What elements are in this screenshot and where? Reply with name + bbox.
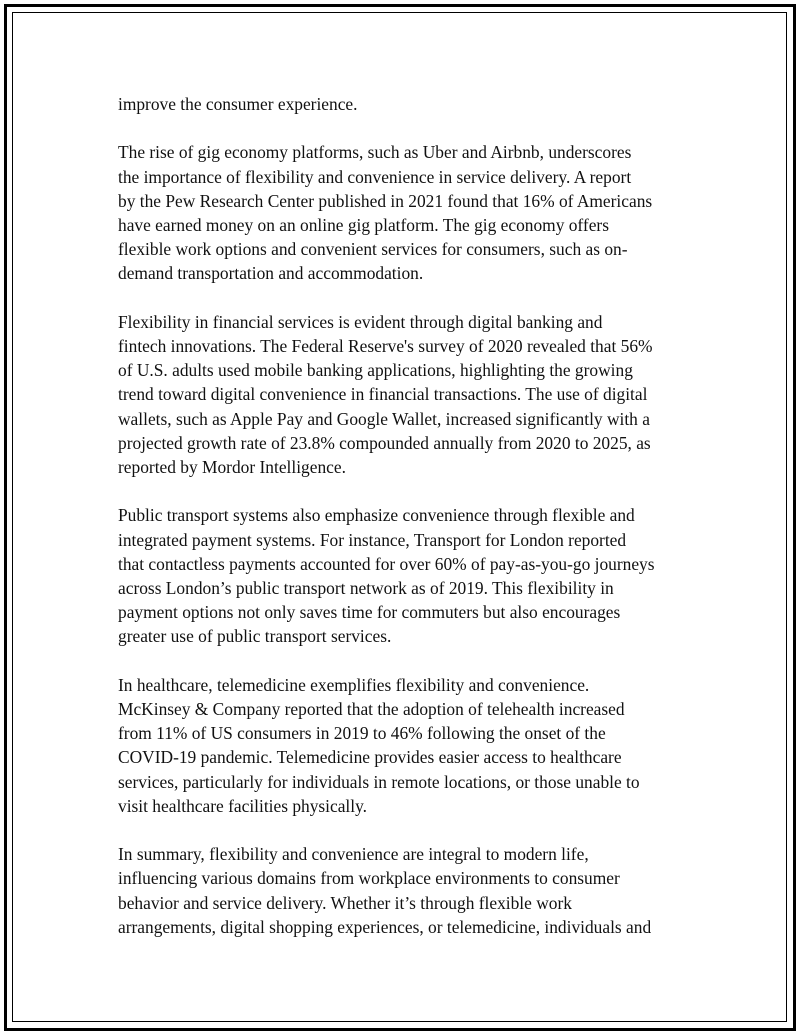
text-line: reported by Mordor Intelligence. [118,457,346,478]
text-line: arrangements, digital shopping experiences, or telemedicine, individuals and [118,916,652,937]
text-line: demand transportation and accommodation. [118,263,424,284]
paragraph [118,842,693,939]
text-line: projected growth rate of 23.8% compounded annually from 2020 to 2025, as [118,432,651,453]
paragraph [118,92,693,116]
text-line: that contactless payments accounted for over 60% of pay-as-you-go journeys [118,553,655,574]
text-line: flexible work options and convenient services for consumers, such as on- [118,239,628,260]
text-line: greater use of public transport services. [118,626,392,647]
text-line: visit healthcare facilities physically. [118,795,368,816]
document-body [118,92,693,963]
text-line: trend toward digital convenience in financial transactions. The use of digital [118,384,648,405]
text-line: McKinsey & Company reported that the adoption of telehealth increased [118,699,625,720]
text-line: In healthcare, telemedicine exemplifies flexibility and convenience. [118,674,590,695]
text-line: wallets, such as Apple Pay and Google Wallet, increased significantly with a [118,408,650,429]
text-line: fintech innovations. The Federal Reserve's survey of 2020 revealed that 56% [118,336,653,356]
text-line: COVID-19 pandemic. Telemedicine provides easier access to healthcare [118,747,622,768]
text-line: from 11% of US consumers in 2019 to 46% following the onset of the [118,723,606,744]
text-line: services, particularly for individuals in remote locations, or those unable to [118,771,640,792]
text-line: integrated payment systems. For instance, Transport for London reported [118,529,627,550]
text-line: of U.S. adults used mobile banking applications, highlighting the growing [118,360,633,381]
text-line: payment options not only saves time for commuters but also encourages [118,602,621,623]
paragraph [118,673,693,818]
paragraph [118,310,693,479]
text-line: by the Pew Research Center published in 2021 found that 16% of Americans [118,190,653,211]
text-line: have earned money on an online gig platform. The gig economy offers [118,215,609,235]
text-line: In summary, flexibility and convenience are integral to modern life, [118,844,589,865]
text-line: the importance of flexibility and convenience in service delivery. A report [118,166,632,187]
text-line: across London’s public transport network as of 2019. This flexibility in [118,578,614,599]
text-line: Flexibility in financial services is evident through digital banking and [118,311,603,332]
text-line: The rise of gig economy platforms, such as Uber and Airbnb, underscores [118,142,632,163]
paragraph [118,140,693,285]
paragraph [118,503,693,648]
text-line: Public transport systems also emphasize convenience through flexible and [118,505,635,526]
text-line: behavior and service delivery. Whether it’s through flexible work [118,892,572,913]
text-line: influencing various domains from workplace environments to consumer [118,868,620,889]
text-line: improve the consumer experience. [118,94,358,114]
